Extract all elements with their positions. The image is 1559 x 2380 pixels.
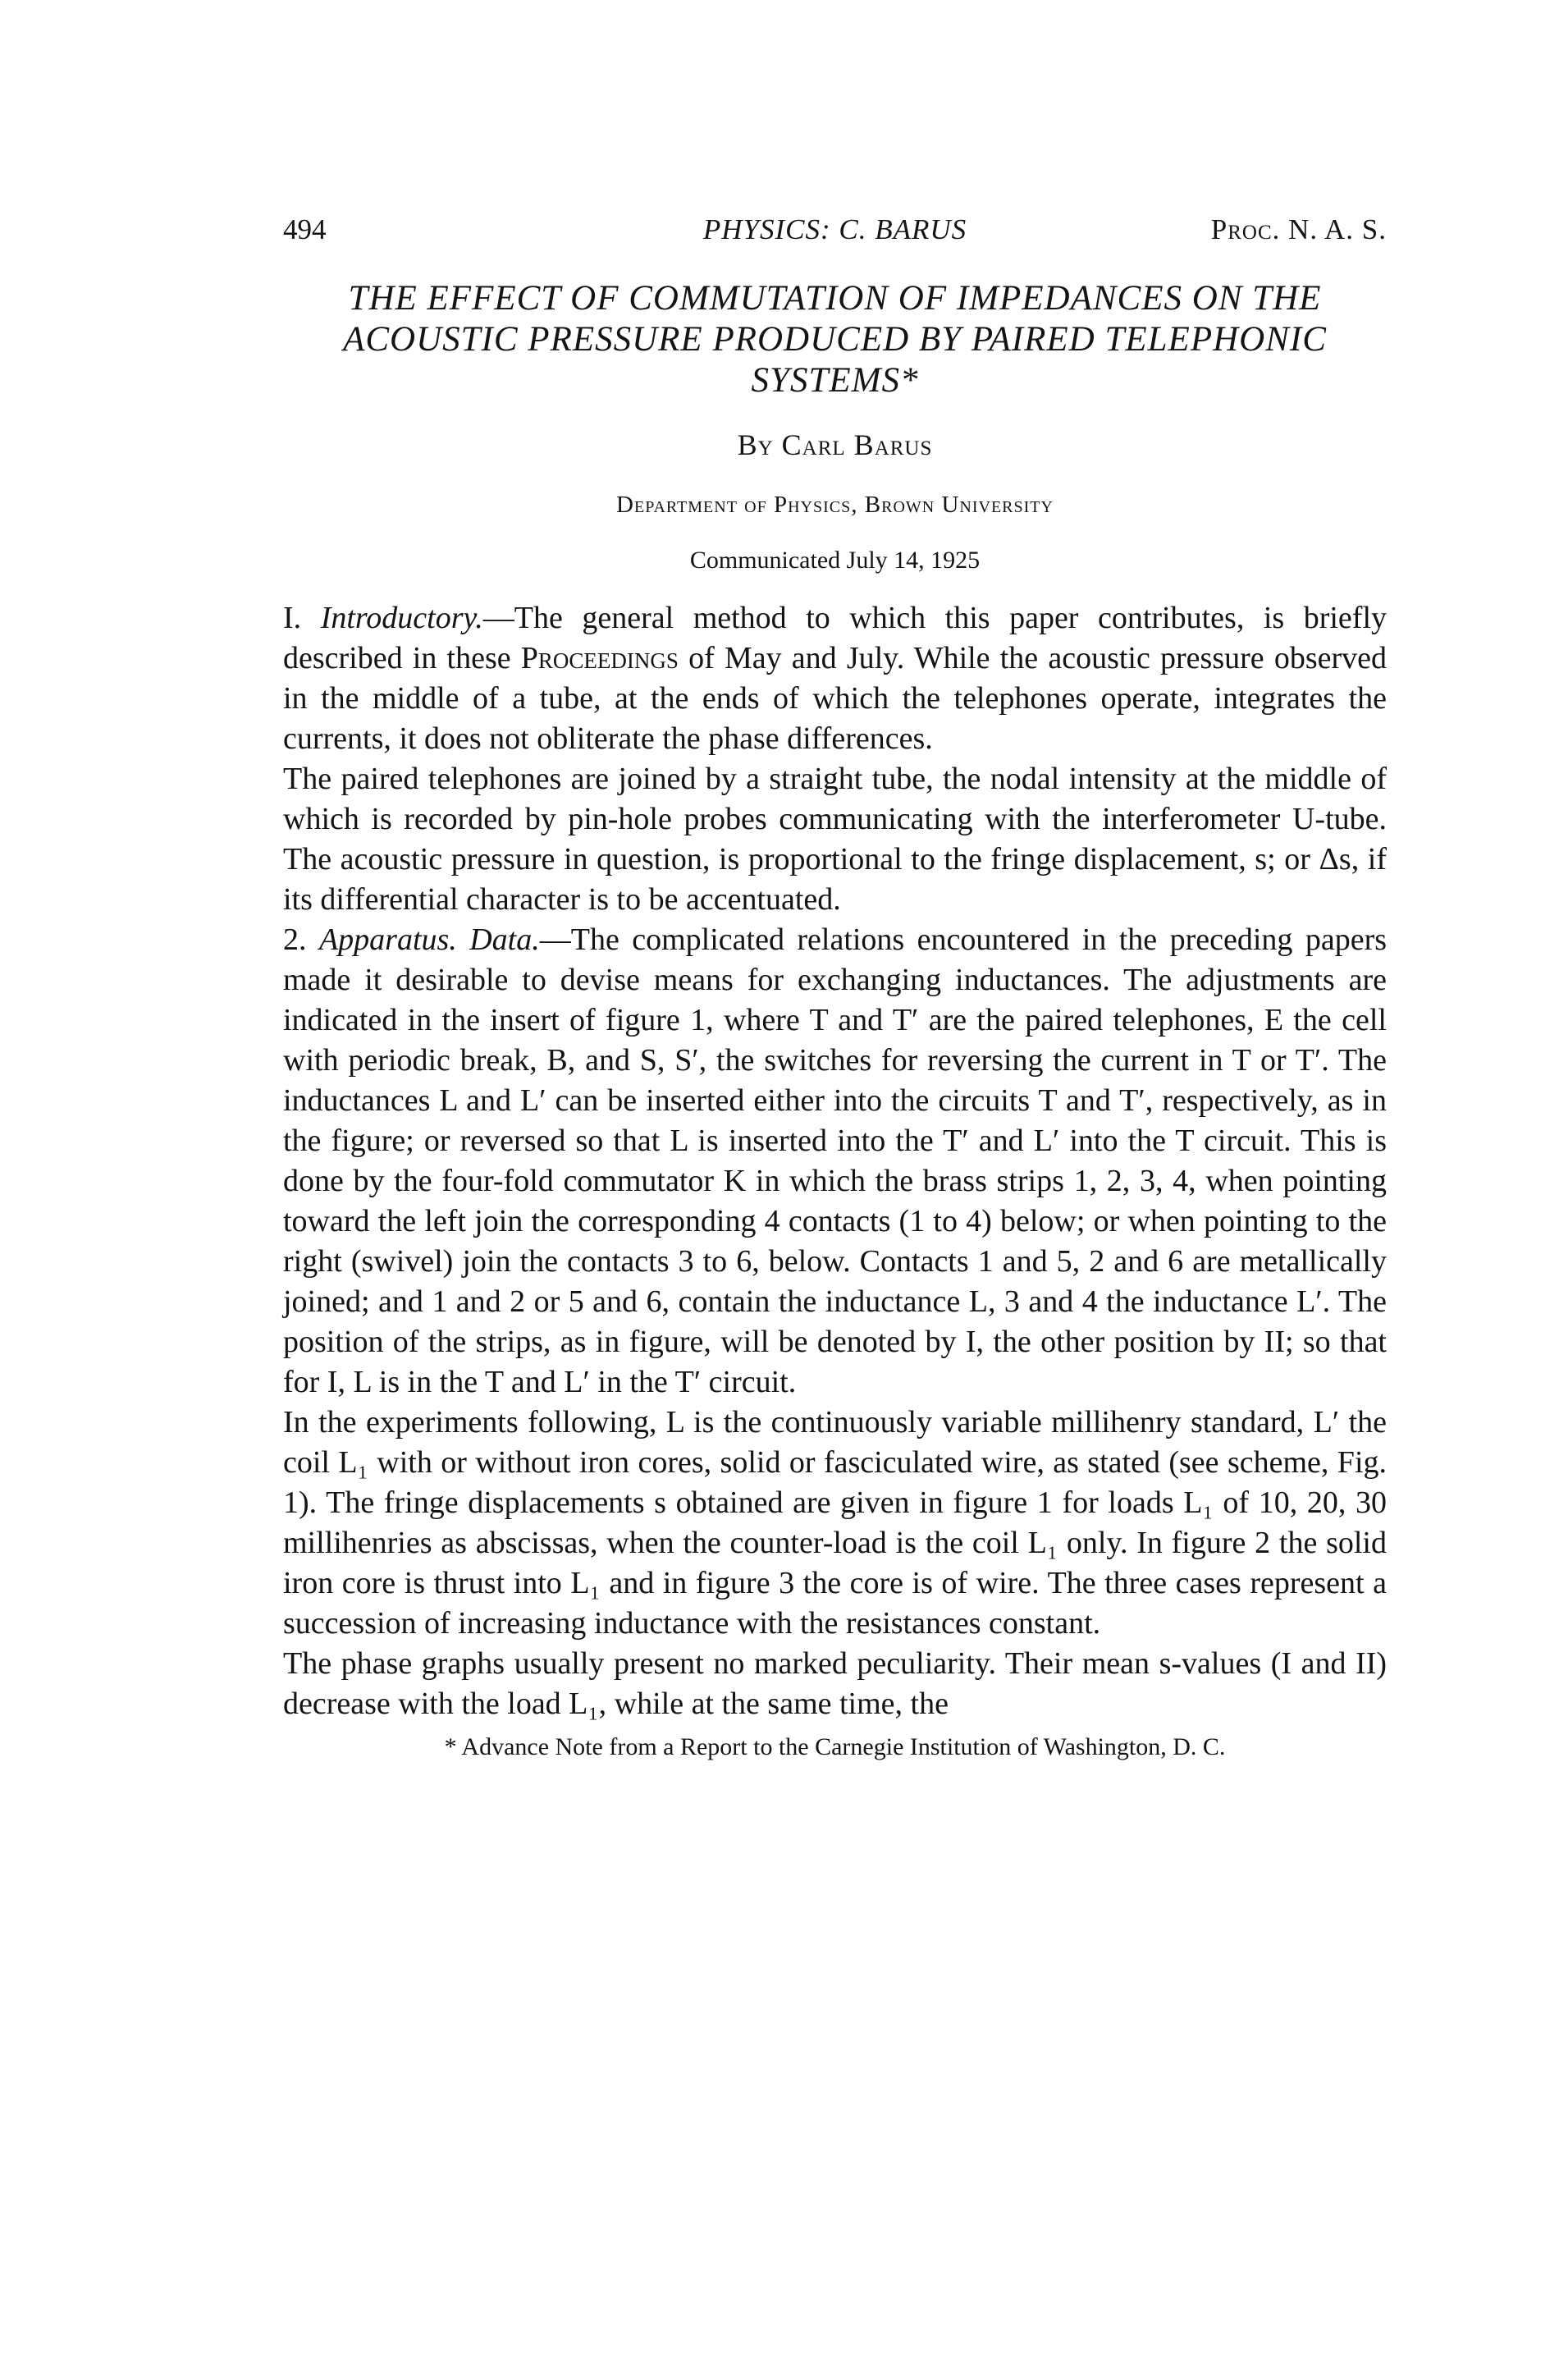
- article-body: [283, 598, 1387, 1724]
- section-heading: Introductory.: [320, 601, 483, 635]
- paragraph-text: —The general method to which this paper contributes, is briefly described in these: [283, 601, 1388, 675]
- article-title: THE EFFECT OF COMMUTATION OF IMPEDANCES ON THE ACOUSTIC PRESSURE PRODUCED BY PAIRED TELEPHONIC SYSTEMS*: [343, 279, 1327, 400]
- author-affiliation: Department of Physics, Brown University: [616, 492, 1054, 518]
- running-head: [283, 209, 1387, 250]
- paragraph-experiments: In the experiments following, L is the continuously variable millihenry standard, L′ the coil L₁ with or without iron cores, solid or fasciculated wire, as stated (see scheme, Fig. 1). The fringe displacements s obtained are given in figure 1 for loads L₁ of 10, 20, 30 millihenries as abscissas, when the counter-load is the coil L₁ only. In figure 2 the solid iron core is thrust into L₁ and in figure 3 the core is of wire. The three cases represent a succession of increasing inductance with the resistances constant.: [283, 1405, 1387, 1641]
- proceedings-word: Proceedings: [520, 641, 679, 675]
- paragraph-text: —The complicated relations encountered in the preceding papers made it desirable to devise means for exchanging inductances. The adjustments are indicated in the insert of figure 1, where T and T′ are the paired telephones, E the cell with periodic break, B, and S, S′, the switches for reversing the current in T or T′. The inductances L and L′ can be inserted either into the circuits T and T′, respectively, as in the figure; or reversed so that L is inserted into the T′ and L′ into the T circuit. This is done by the four-fold commutator K in which the brass strips 1, 2, 3, 4, when pointing toward the left join the corresponding 4 contacts (1 to 4) below; or when pointing to the right (swivel) join the contacts 3 to 6, below. Contacts 1 and 5, 2 and 6 are metallically joined; and 1 and 2 or 5 and 6, contain the inductance L, 3 and 4 the inductance L′. The position of the strips, as in figure, will be denoted by I, the other position by II; so that for I, L is in the T and L′ in the T′ circuit.: [283, 922, 1388, 1399]
- running-head-title: PHYSICS: C. BARUS: [702, 213, 967, 245]
- communicated-date: Communicated July 14, 1925: [689, 547, 981, 574]
- paragraph-introductory: [283, 598, 1387, 759]
- section-number: I.: [283, 601, 321, 635]
- author-byline: By Carl Barus: [737, 428, 933, 461]
- page-number: 494: [283, 213, 327, 245]
- section-heading: Data.: [456, 922, 540, 957]
- paragraph-telephones: The paired telephones are joined by a straight tube, the nodal intensity at the middle of which is recorded by pin-hole probes communicating with the interferometer U-tube. The acoustic pressure in question, is proportional to the fringe displacement, s; or Δs, if its differential character is to be accentuated.: [283, 762, 1387, 917]
- footnote: * Advance Note from a Report to the Carnegie Institution of Washington, D. C.: [444, 1733, 1226, 1760]
- paragraph-text: of May and July. While the acoustic pressure observed in the middle of a tube, at the ends of which the telephones operate, integrates the currents, it does not obliterate the phase differences.: [283, 641, 1387, 756]
- section-number: 2.: [283, 922, 319, 957]
- paragraph-phase-graphs: The phase graphs usually present no marked peculiarity. Their mean s-values (I and II) decrease with the load L₁, while at the same time, the: [283, 1646, 1387, 1721]
- paragraph-apparatus: [283, 920, 1387, 1403]
- journal-page: [283, 209, 1387, 1764]
- section-heading: Apparatus.: [318, 922, 457, 957]
- journal-abbreviation: Proc. N. A. S.: [1210, 213, 1387, 245]
